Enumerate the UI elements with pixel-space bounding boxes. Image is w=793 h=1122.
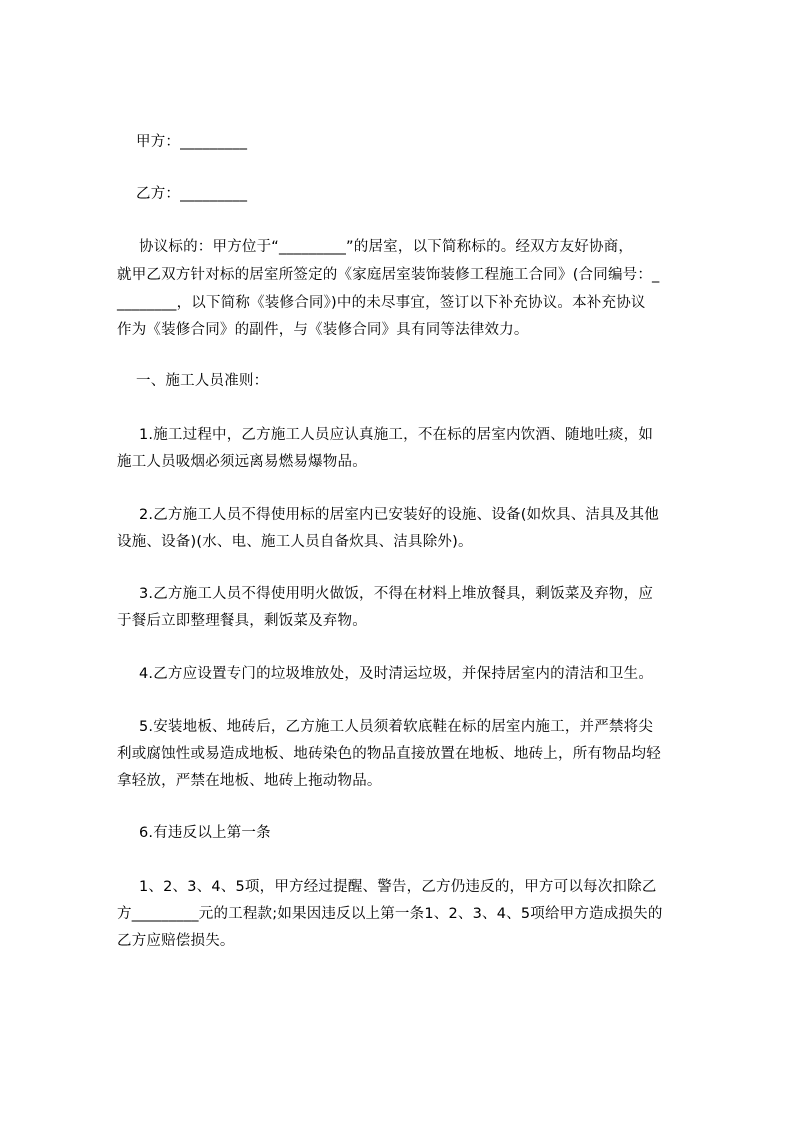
penalty-line-1: 1、2、3、4、5项，甲方经过提醒、警告，乙方仍违反的，甲方可以每次扣除乙 (139, 879, 657, 895)
rule-2-line-1: 2.乙方施工人员不得使用标的居室内已安装好的设施、设备(如炊具、洁具及其他 (139, 507, 659, 523)
rule-4-line-1: 4.乙方应设置专门的垃圾堆放处，及时清运垃圾，并保持居室内的清洁和卫生。 (139, 666, 654, 682)
intro-paragraph-line-3: ________，以下简称《装修合同》)中的未尽事宜，签订以下补充协议。本补充协议 (117, 295, 646, 311)
rule-3-line-2: 于餐后立即整理餐具，剩饭菜及弃物。 (117, 613, 367, 629)
rule-3-line-1: 3.乙方施工人员不得使用明火做饭，不得在材料上堆放餐具，剩饭菜及弃物，应 (139, 586, 654, 602)
rule-1-line-2: 施工人员吸烟必须远离易燃易爆物品。 (117, 454, 367, 470)
intro-paragraph-line-4: 作为《装修合同》的副件，与《装修合同》具有同等法律效力。 (117, 322, 529, 338)
rule-5-line-3: 拿轻放，严禁在地板、地砖上拖动物品。 (117, 773, 382, 789)
penalty-line-2: 方_________元的工程款;如果因违反以上第一条1、2、3、4、5项给甲方造成损失的 (117, 906, 663, 922)
intro-paragraph-line-1: 协议标的：甲方位于“_________”的居室，以下简称标的。经双方友好协商， (139, 239, 634, 255)
rule-6-line-1: 6.有违反以上第一条 (139, 825, 271, 841)
party-b-line: 乙方：_________ (136, 186, 248, 202)
penalty-line-3: 乙方应赔偿损失。 (117, 933, 235, 949)
section-title-construction-rules: 一、施工人员准则： (136, 373, 269, 389)
rule-5-line-1: 5.安装地板、地砖后，乙方施工人员须着软底鞋在标的居室内施工，并严禁将尖 (139, 719, 654, 735)
rule-5-line-2: 利或腐蚀性或易造成地板、地砖染色的物品直接放置在地板、地砖上，所有物品均轻 (117, 746, 661, 762)
rule-1-line-1: 1.施工过程中，乙方施工人员应认真施工，不在标的居室内饮酒、随地吐痰，如 (139, 427, 654, 443)
party-a-line: 甲方：_________ (136, 134, 248, 150)
rule-2-line-2: 设施、设备)(水、电、施工人员自备炊具、洁具除外)。 (117, 534, 473, 550)
intro-paragraph-line-2: 就甲乙双方针对标的居室所签定的《家庭居室装饰装修工程施工合同》(合同编号：_ (117, 267, 660, 283)
